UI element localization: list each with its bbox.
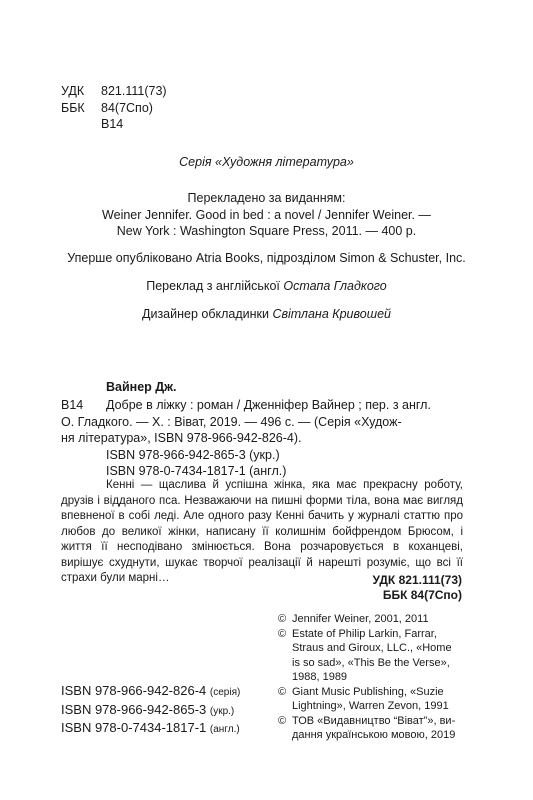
catalog-description: [61, 397, 465, 480]
catalog-description-line3: ня література», ISBN 978-966-942-826-4).: [61, 431, 302, 445]
catalog-isbn-ukr: ISBN 978-966-942-865-3 (укр.): [106, 447, 280, 462]
copyright-line: Estate of Philip Larkin, Farrar,: [292, 627, 437, 640]
udk-footer: [300, 573, 462, 603]
udk-row: [61, 83, 167, 100]
bbk-row: [61, 100, 167, 117]
bbk-label: ББК: [61, 100, 85, 115]
translator-prefix: Переклад з англійської: [146, 279, 284, 293]
cover-designer-name: Світлана Кривошей: [272, 307, 391, 321]
cover-designer-prefix: Дизайнер обкладинки: [142, 307, 273, 321]
isbn-ukr-row: [61, 702, 240, 721]
bbk-value: 84(7Спо): [101, 100, 153, 115]
copyright-line: Jennifer Weiner, 2001, 2011: [292, 613, 429, 625]
copyright-entry: [278, 685, 455, 714]
isbn-ukr: ISBN 978-966-942-865-3: [61, 701, 207, 717]
isbn-series: ISBN 978-966-942-826-4: [61, 683, 207, 698]
translation-source-line1: Перекладено за виданням:: [187, 191, 346, 205]
catalog-description-line2: О. Гладкого. — Х. : Віват, 2019. — 496 с. — (Серія «Худож-: [61, 414, 402, 429]
isbn-eng: ISBN 978-0-7434-1817-1: [61, 720, 207, 735]
cover-designer-line: [0, 306, 533, 323]
first-published: Уперше опубліковано Atria Books, підрозділом Simon & Schuster, Inc.: [67, 251, 466, 265]
isbn-series-row: [61, 683, 240, 702]
udk-footer-udk: УДК 821.111(73): [372, 573, 462, 587]
annotation: Кенні — щаслива й успішна жінка, яка має прекрасну роботу, друзів і відданого пса. Незважаючи на пишні форми тіла, вона має вигляд впевненої в собі леді. Але одного разу Кенні бачить у журналі статтю про любов до великої жінки, написану її колишнім бойфрендом Брюсом, і життя її несподівано змінюється. Вона розчаровується в коханцеві, вирішує схуднути, шукає творчої реалізації й нарешті розуміє, що всі її страхи були марні…: [61, 479, 463, 584]
isbn-ukr-note: (укр.): [209, 705, 235, 717]
copyright-symbol: ©: [278, 627, 287, 640]
copyright-line: 1988, 1989: [292, 671, 348, 683]
translation-source-line2: Weiner Jennifer. Good in bed : a novel / Jennifer Weiner. —: [102, 207, 431, 222]
copyright-entry: [278, 714, 455, 743]
translator-line: [0, 278, 533, 295]
copyright-entry: [278, 627, 455, 685]
copyright-line: Giant Music Publishing, «Suzie: [292, 685, 444, 698]
translation-source: [0, 190, 533, 240]
series-line: Серія «Художня література»: [179, 155, 354, 169]
isbn-series-note: (серія): [209, 687, 241, 698]
udk-footer-bbk: ББК 84(7Спо): [382, 588, 462, 602]
copyright-line: Lightning», Warren Zevon, 1991: [292, 700, 449, 712]
isbn-eng-note: (англ.): [209, 724, 240, 735]
author-mark: В14: [101, 117, 124, 131]
copyright-line: дання українською мовою, 2019: [292, 729, 456, 741]
isbn-block: [61, 683, 240, 739]
author-mark-row: [61, 116, 167, 133]
udk-header: [61, 83, 167, 133]
translation-source-line3: New York : Washington Square Press, 2011. — 400 p.: [116, 224, 417, 238]
copyright-symbol: ©: [278, 685, 287, 698]
udk-value: 821.111(73): [101, 84, 167, 98]
catalog-isbn-eng: ISBN 978-0-7434-1817-1 (англ.): [106, 464, 287, 478]
isbn-eng-row: [61, 720, 240, 739]
copyright-symbol: ©: [278, 613, 287, 625]
copyright-block: [278, 612, 455, 743]
copyright-line: ТОВ «Видавництво “Віват”», ви-: [292, 714, 456, 727]
copyright-line: is so sad», «This Be the Verse»,: [292, 656, 450, 669]
copyright-line: Straus and Giroux, LLC., «Home: [292, 642, 452, 654]
catalog-description-line1: Добре в ліжку : роман / Дженніфер Вайнер ; пер. з англ.: [106, 398, 431, 412]
catalog-mark: В14: [61, 398, 84, 412]
catalog-author: Вайнер Дж.: [106, 380, 177, 394]
translator-name: Остапа Гладкого: [283, 279, 387, 293]
copyright-entry: [278, 612, 455, 627]
udk-label: УДК: [61, 84, 85, 98]
copyright-symbol: ©: [278, 714, 287, 727]
